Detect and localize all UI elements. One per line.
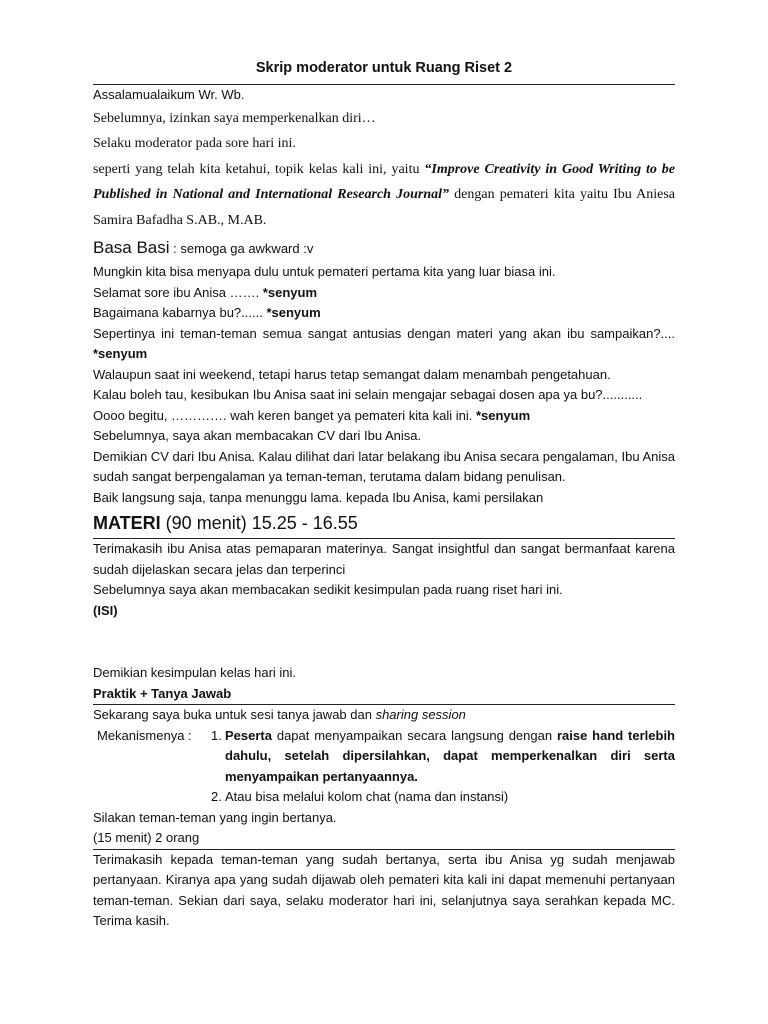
cue: *senyum bbox=[475, 407, 531, 423]
basa-basi-title: Basa Basi bbox=[93, 238, 170, 257]
cue: *senyum bbox=[266, 305, 321, 320]
script-line: Silakan teman-teman yang ingin bertanya. bbox=[93, 809, 337, 825]
isi-placeholder: (ISI) bbox=[93, 602, 118, 618]
script-line: Demikian CV dari Ibu Anisa. Kalau dilihat dari latar belakang ibu Anisa secara pengalaman, Ibu Anisa sudah sangat berpengalaman ya teman-teman, terutama dalam bidang penulisan. bbox=[93, 448, 675, 484]
line-italic: sharing session bbox=[375, 707, 466, 722]
blank-space bbox=[93, 621, 675, 663]
materi-title: MATERI bbox=[93, 513, 161, 533]
script-line: Kalau boleh tau, kesibukan Ibu Anisa saat ini selain mengajar sebagai dosen apa ya bu?........... bbox=[93, 387, 643, 402]
line-text: Selamat sore ibu Anisa ……. bbox=[93, 284, 263, 300]
basa-basi-note: : semoga ga awkward :v bbox=[169, 241, 314, 256]
greeting: Assalamualaikum Wr. Wb. bbox=[93, 87, 245, 102]
script-line: Sebelumnya saya akan membacakan sedikit kesimpulan pada ruang riset hari ini. bbox=[93, 582, 563, 597]
script-line: (15 menit) 2 orang bbox=[93, 830, 200, 845]
document-body bbox=[93, 58, 675, 932]
intro-line: Sebelumnya, izinkan saya memperkenalkan diri… bbox=[93, 110, 376, 126]
line-text: Oooo begitu, …………. wah keren banget ya pemateri kita kali ini. bbox=[93, 407, 476, 423]
script-line: Sebelumnya, saya akan membacakan CV dari Ibu Anisa. bbox=[93, 428, 422, 443]
list-item bbox=[211, 726, 675, 788]
script-line: Demikian kesimpulan kelas hari ini. bbox=[93, 665, 297, 680]
script-line bbox=[93, 324, 675, 365]
mechanism-block bbox=[93, 726, 675, 808]
cue: *senyum bbox=[262, 284, 318, 300]
item-number: 1. bbox=[211, 727, 222, 743]
script-line: Baik langsung saja, tanpa menunggu lama. kepada Ibu Anisa, kami persilakan bbox=[93, 489, 544, 505]
topic-paragraph bbox=[93, 157, 675, 234]
script-line: Mungkin kita bisa menyapa dulu untuk pemateri pertama kita yang luar biasa ini. bbox=[93, 264, 556, 279]
script-line bbox=[93, 283, 675, 304]
item-plain: dapat menyampaikan secara langsung dengan bbox=[271, 727, 557, 743]
intro-line: Selaku moderator pada sore hari ini. bbox=[93, 136, 296, 151]
item-text bbox=[225, 726, 675, 788]
script-line: Terimakasih ibu Anisa atas pemaparan materinya. Sangat insightful dan sangat bermanfaat karena sudah dijelaskan secara jelas dan terperinci bbox=[93, 541, 675, 577]
topic-post: dengan pemateri kita yaitu Ibu Aniesa Samira Bafadha S.AB., M.AB. bbox=[93, 187, 675, 228]
page-title: Skrip moderator untuk Ruang Riset 2 bbox=[255, 60, 513, 76]
item-bold: Peserta bbox=[225, 727, 272, 743]
script-line bbox=[93, 303, 675, 324]
line-text: Sekarang saya buka untuk sesi tanya jawab dan bbox=[93, 707, 376, 722]
mechanism-label: Mekanismenya : bbox=[97, 727, 192, 743]
script-line bbox=[93, 406, 675, 427]
line-text: Sepertinya ini teman-teman semua sangat antusias dengan materi yang akan ibu sampaikan?.... bbox=[93, 325, 675, 341]
script-line bbox=[93, 705, 675, 726]
praktik-heading: Praktik + Tanya Jawab bbox=[93, 685, 232, 701]
item-text: Atau bisa melalui kolom chat (nama dan instansi) bbox=[225, 789, 509, 804]
item-bold: raise hand terlebih dahulu, setelah dipersilahkan, dapat memperkenalkan diri serta menyampaikan pertanyaannya. bbox=[225, 727, 676, 784]
closing-paragraph: Terimakasih kepada teman-teman yang sudah bertanya, serta ibu Anisa yg sudah menjawab pertanyaan. Kiranya apa yang sudah dijawab oleh pemateri kita kali ini dapat memenuhi pertanyaan teman-teman. Sekian dari saya, selaku moderator hari ini, selanjutnya saya serahkan kepada MC. Terima kasih. bbox=[93, 851, 675, 928]
list-item bbox=[211, 787, 675, 808]
topic-pre: seperti yang telah kita ketahui, topik kelas kali ini, yaitu bbox=[93, 161, 425, 177]
materi-heading bbox=[93, 508, 675, 538]
script-line: Walaupun saat ini weekend, tetapi harus tetap semangat dalam menambah pengetahuan. bbox=[93, 366, 611, 382]
cue: *senyum bbox=[93, 346, 148, 361]
basa-basi-heading bbox=[93, 235, 675, 262]
line-text: Bagaimana kabarnya bu?...... bbox=[93, 305, 267, 320]
mechanism-list bbox=[211, 726, 675, 808]
materi-time: (90 menit) 15.25 - 16.55 bbox=[160, 513, 358, 533]
item-number: 2. bbox=[211, 789, 222, 804]
topic-title: “Improve Creativity in Good Writing to be Published in National and International Research Journal” bbox=[93, 161, 675, 202]
